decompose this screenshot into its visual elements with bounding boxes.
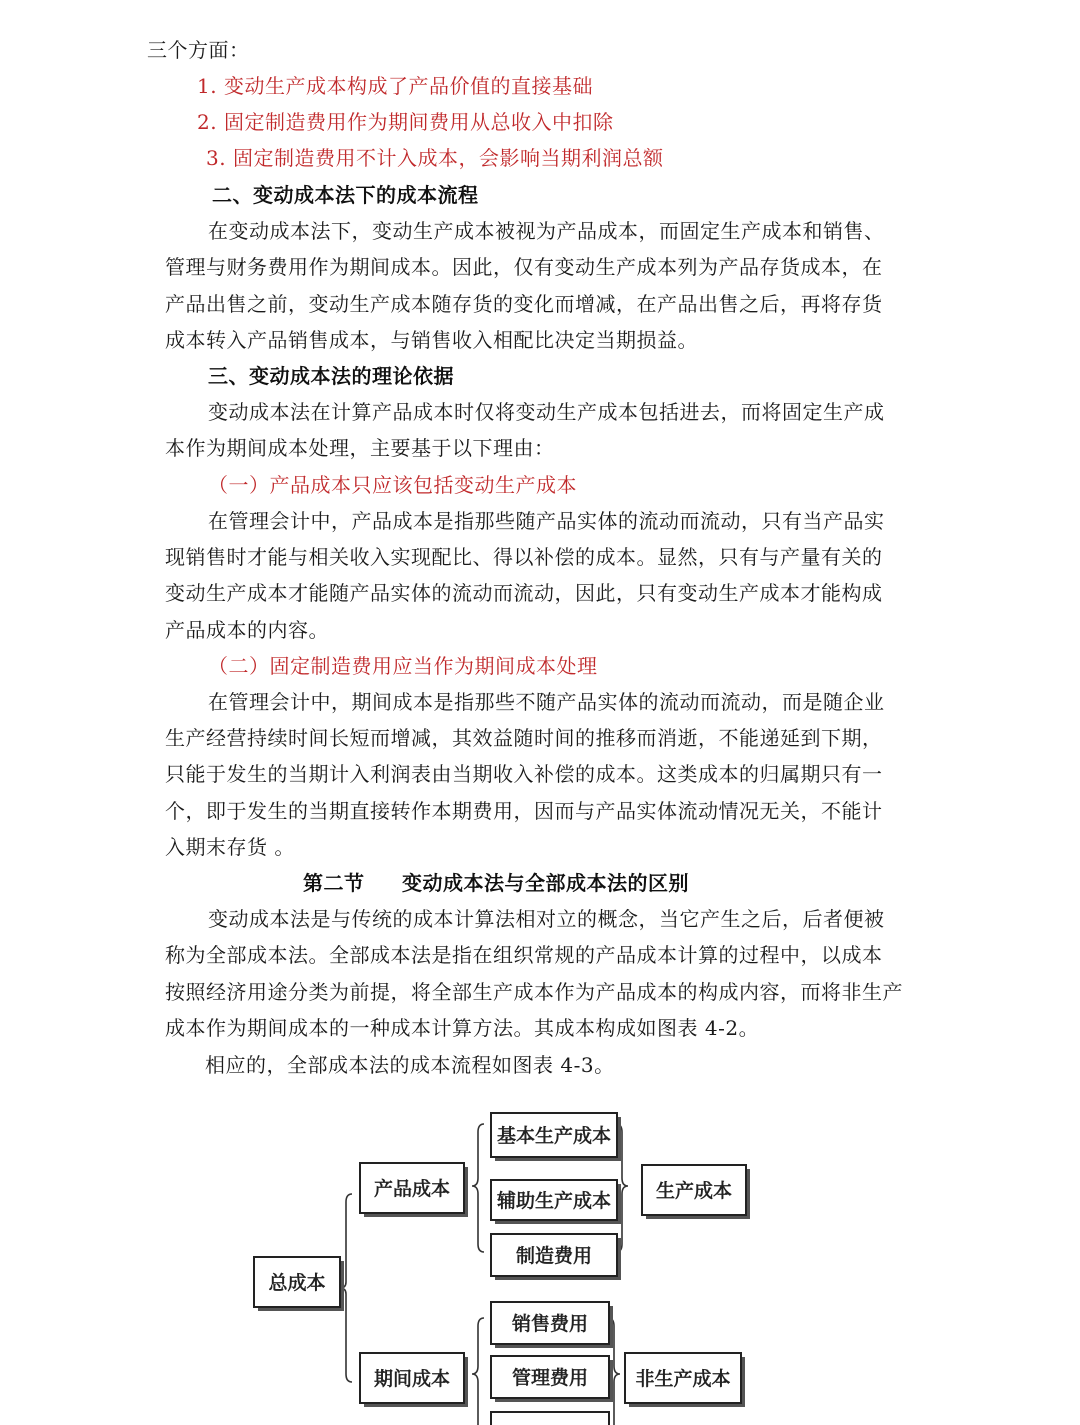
label-admin-expense: 管理费用 bbox=[511, 1367, 589, 1389]
box-cut-off bbox=[491, 1412, 609, 1425]
label-auxiliary-production-cost: 辅助生产成本 bbox=[496, 1190, 612, 1212]
cost-composition-diagram bbox=[0, 1090, 1080, 1425]
paragraph-line: 生产经营持续时间长短而增减，其效益随时间的推移而消逝，不能递延到下期， bbox=[165, 726, 883, 750]
heading-cost-flow: 二、变动成本法下的成本流程 bbox=[212, 183, 479, 207]
section-title: 变动成本法与全部成本法的区别 bbox=[402, 871, 689, 895]
paragraph-line: 变动成本法在计算产品成本时仅将变动生产成本包括进去，而将固定生产成 bbox=[208, 400, 885, 424]
paragraph-line: 现销售时才能与相关收入实现配比、得以补偿的成本。显然，只有与产量有关的 bbox=[165, 545, 883, 569]
paragraph-line: 产品成本的内容。 bbox=[165, 618, 329, 642]
paragraph-line: 成本作为期间成本的一种成本计算方法。其成本构成如图表 4-2。 bbox=[165, 1016, 760, 1040]
paragraph-line: 管理与财务费用作为期间成本。因此，仅有变动生产成本列为产品存货成本，在 bbox=[165, 255, 883, 279]
paragraph-line: 本作为期间成本处理，主要基于以下理由： bbox=[165, 436, 555, 460]
subheading-fixed-overhead: （二）固定制造费用应当作为期间成本处理 bbox=[208, 654, 598, 678]
paragraph-line: 只能于发生的当期计入利润表由当期收入补偿的成本。这类成本的归属期只有一 bbox=[165, 762, 883, 786]
brace-period bbox=[472, 1318, 484, 1425]
paragraph-line: 称为全部成本法。全部成本法是指在组织常规的产品成本计算的过程中，以成本 bbox=[165, 943, 883, 967]
label-selling-expense: 销售费用 bbox=[511, 1313, 589, 1335]
paragraph-line: 入期末存货 。 bbox=[165, 835, 295, 859]
paragraph-line: 变动生产成本才能随产品实体的流动而流动，因此，只有变动生产成本才能构成 bbox=[165, 581, 883, 605]
paragraph-line: 在变动成本法下，变动生产成本被视为产品成本，而固定生产成本和销售、 bbox=[208, 219, 885, 243]
brace-product bbox=[472, 1124, 484, 1252]
label-nonproduction-cost: 非生产成本 bbox=[635, 1368, 731, 1390]
paragraph-line: 在管理会计中，产品成本是指那些随产品实体的流动而流动，只有当产品实 bbox=[208, 509, 885, 533]
heading-theory-basis: 三、变动成本法的理论依据 bbox=[208, 364, 454, 388]
paragraph-line: 个，即于发生的当期直接转作本期费用，因而与产品实体流动情况无关，不能计 bbox=[165, 799, 883, 823]
point-2: 2. 固定制造费用作为期间费用从总收入中扣除 bbox=[197, 110, 614, 134]
label-period-cost: 期间成本 bbox=[373, 1368, 451, 1390]
paragraph-line: 相应的，全部成本法的成本流程如图表 4-3。 bbox=[205, 1053, 615, 1077]
paragraph-line: 按照经济用途分类为前提，将全部生产成本作为产品成本的构成内容，而将非生产 bbox=[165, 980, 903, 1004]
label-total-cost: 总成本 bbox=[268, 1272, 326, 1294]
label-basic-production-cost: 基本生产成本 bbox=[496, 1125, 612, 1147]
label-production-cost: 生产成本 bbox=[655, 1180, 733, 1202]
label-manufacturing-overhead: 制造费用 bbox=[515, 1245, 593, 1267]
point-1: 1. 变动生产成本构成了产品价值的直接基础 bbox=[197, 74, 593, 98]
paragraph-line: 成本转入产品销售成本，与销售收入相配比决定当期损益。 bbox=[165, 328, 698, 352]
paragraph-line: 产品出售之前，变动生产成本随存货的变化而增减，在产品出售之后，再将存货 bbox=[165, 292, 883, 316]
intro-text: 三个方面： bbox=[147, 38, 250, 62]
paragraph-line: 在管理会计中，期间成本是指那些不随产品实体的流动而流动，而是随企业 bbox=[208, 690, 885, 714]
section-label: 第二节 bbox=[303, 871, 365, 895]
label-product-cost: 产品成本 bbox=[373, 1178, 451, 1200]
point-3: 3. 固定制造费用不计入成本，会影响当期利润总额 bbox=[206, 146, 664, 170]
paragraph-line: 变动成本法是与传统的成本计算法相对立的概念，当它产生之后，后者便被 bbox=[208, 907, 885, 931]
subheading-product-cost: （一）产品成本只应该包括变动生产成本 bbox=[208, 473, 577, 497]
